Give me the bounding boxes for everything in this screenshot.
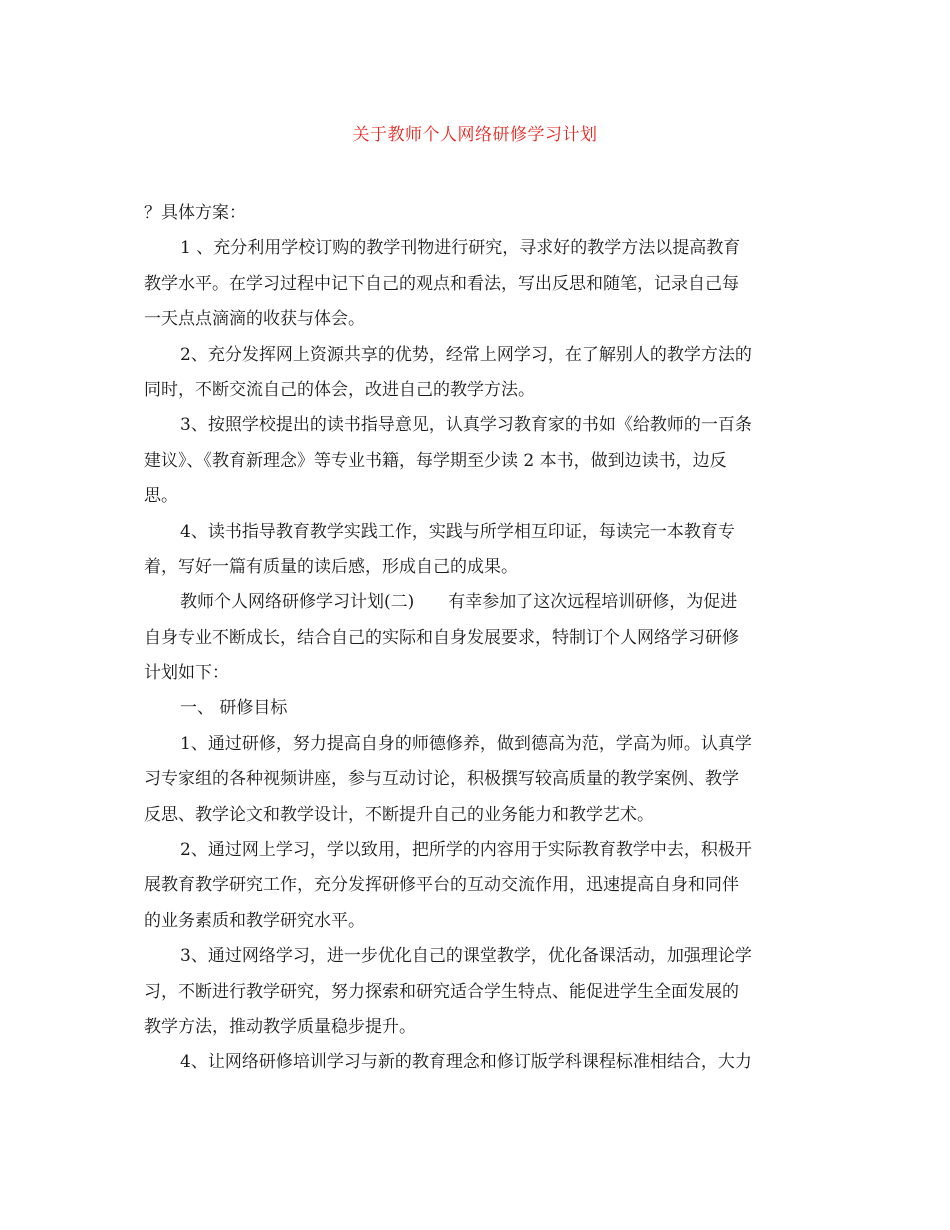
text-line: 习专家组的各种视频讲座，参与互动讨论，积极撰写较高质量的教学案例、教学	[144, 769, 739, 790]
text-line: 着，写好一篇有质量的读后感，形成自己的成果。	[144, 556, 518, 577]
text-line: 一、 研修目标	[180, 698, 288, 719]
text-line: 的业务素质和教学研究水平。	[144, 910, 365, 931]
text-line: 同时，不断交流自己的体会，改进自己的教学方法。	[144, 379, 535, 400]
text-line: 建议》、《教育新理念》等专业书籍，每学期至少读 2 本书，做到边读书，边反	[144, 450, 727, 471]
text-line: 展教育教学研究工作，充分发挥研修平台的互动交流作用，迅速提高自身和同伴	[144, 875, 739, 896]
page-title: 关于教师个人网络研修学习计划	[352, 125, 598, 145]
text-line: ？具体方案：	[144, 203, 246, 223]
text-line: 一天点点滴滴的收获与体会。	[144, 309, 365, 330]
text-line: 习，不断进行教学研究，努力探索和研究适合学生特点、能促进学生全面发展的	[144, 981, 739, 1002]
text-line: 教学方法，推动教学质量稳步提升。	[144, 1016, 416, 1037]
text-line: 计划如下：	[144, 663, 229, 684]
text-line: 教师个人网络研修学习计划(二) 有幸参加了这次远程培训研修，为促进	[180, 592, 738, 613]
text-line: 教学水平。在学习过程中记下自己的观点和看法，写出反思和随笔，记录自己每	[144, 273, 739, 294]
text-line: 1 、充分利用学校订购的教学刊物进行研究，寻求好的教学方法以提高教育	[180, 238, 741, 259]
text-line: 4、读书指导教育教学实践工作，实践与所学相互印证，每读完一本教育专	[180, 521, 735, 542]
text-line: 2、充分发挥网上资源共享的优势，经常上网学习，在了解别人的教学方法的	[180, 344, 752, 365]
text-line: 3、通过网络学习，进一步优化自己的课堂教学，优化备课活动，加强理论学	[180, 946, 752, 967]
text-line: 4、让网络研修培训学习与新的教育理念和修订版学科课程标准相结合，大力	[180, 1052, 752, 1073]
text-line: 3、按照学校提出的读书指导意见，认真学习教育家的书如《给教师的一百条	[180, 415, 752, 436]
document-body	[144, 196, 810, 1081]
text-line: 2、通过网上学习，学以致用，把所学的内容用于实际教育教学中去，积极开	[180, 840, 752, 861]
text-line: 1、通过研修，努力提高自身的师德修养，做到德高为范，学高为师。认真学	[180, 733, 752, 754]
text-line: 自身专业不断成长，结合自己的实际和自身发展要求，特制订个人网络学习研修	[144, 627, 739, 648]
text-line: 思。	[144, 486, 178, 507]
text-line: 反思、教学论文和教学设计，不断提升自己的业务能力和教学艺术。	[144, 804, 654, 825]
